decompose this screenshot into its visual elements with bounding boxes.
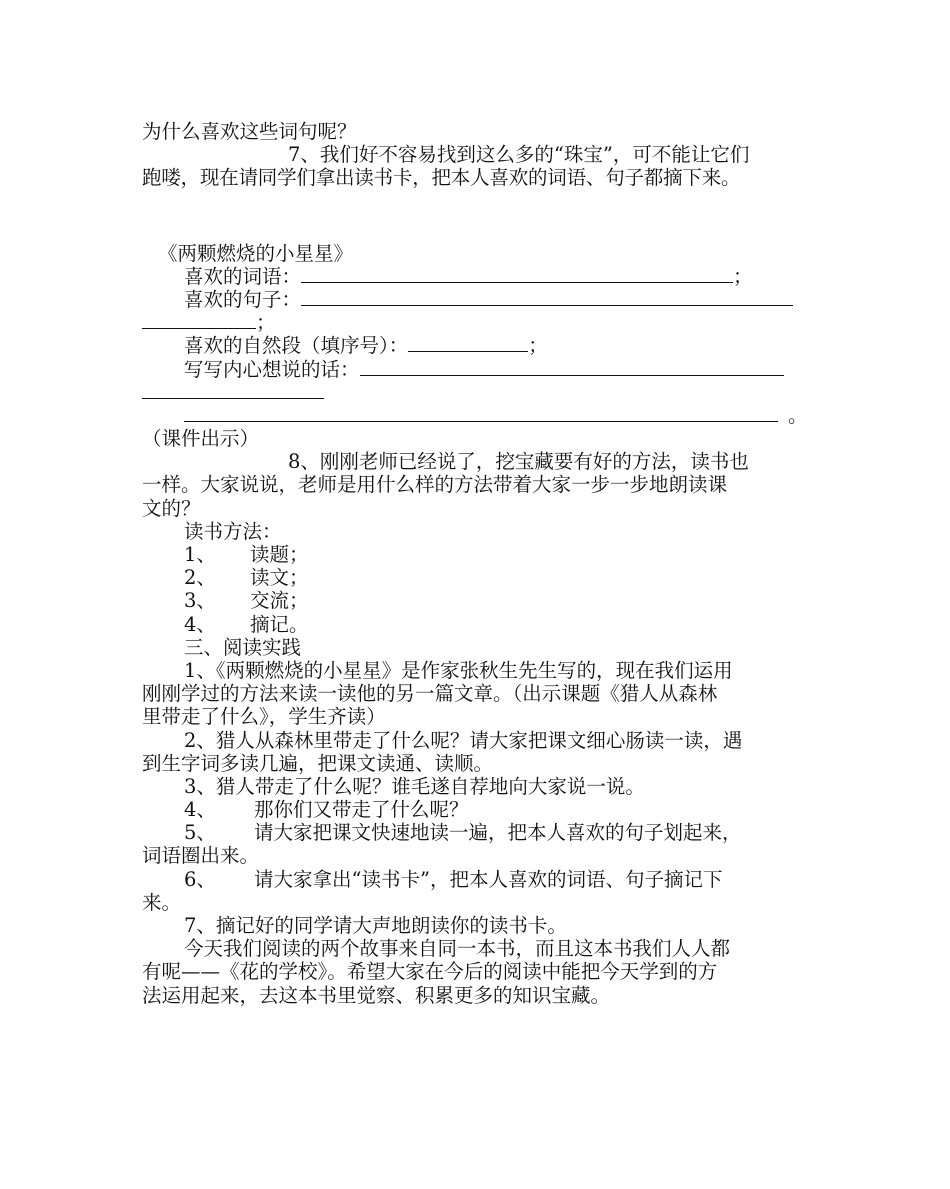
favorite-words-blank[interactable] [301,265,733,283]
text-line: 里带走了什么》，学生齐读） [142,705,386,729]
favorite-words-row [142,265,814,288]
step-number: 4、 [184,798,216,822]
text-line: 到生字词多读几遍，把课文读通、读顺。 [142,751,494,775]
method-number: 2、 [184,566,216,590]
favorite-paragraph-row [142,334,814,357]
step-number: 6、 [184,867,216,891]
punct: ； [256,311,276,335]
favorite-paragraph-blank[interactable] [408,334,528,352]
method-text: 读文； [250,566,309,590]
spacer [142,190,814,242]
text-line: 1、《两颗燃烧的小星星》是作家张秋生先生写的，现在我们运用 [184,658,733,682]
text-line: 今天我们阅读的两个故事来自同一本书，而且这本书我们人人都 [184,937,731,961]
text-line: 7、摘记好的同学请大声地朗读你的读书卡。 [184,914,567,937]
punct: 。 [788,403,808,427]
favorite-sentences-blank[interactable] [301,288,793,306]
inner-thoughts-row-end [142,404,814,427]
document-page [142,120,814,1007]
method-text: 交流； [250,589,309,613]
method-item [142,613,814,636]
text-line: 读书方法： [184,519,282,543]
inner-thoughts-blank[interactable] [360,358,784,376]
method-number: 4、 [184,612,216,636]
step-text: 那你们又带走了什么呢？ [254,798,469,822]
text-line: 8、刚刚老师已经说了，挖宝藏要有好的方法，读书也 [288,450,749,474]
favorite-sentences-blank-cont[interactable] [142,311,256,329]
text-line: （课件出示） [142,427,260,451]
punct: ； [528,334,548,358]
step-text: 请大家把课文快速地读一遍，把本人喜欢的句子划起来， [254,821,742,845]
method-number: 1、 [184,543,216,566]
text-line: 3、猎人带走了什么呢？谁毛遂自荐地向大家说一说。 [184,774,645,798]
text-line: 词语圈出来。 [142,844,260,868]
step-item [142,798,814,821]
text-line: 7、我们好不容易找到这么多的“珠宝”，可不能让它们 [288,143,750,167]
favorite-sentences-row-cont [142,311,814,334]
method-item [142,566,814,589]
inner-thoughts-row-cont [142,381,814,404]
favorite-paragraph-label: 喜欢的自然段（填序号）： [184,334,409,358]
text-line: 为什么喜欢这些词句呢？ [142,120,357,143]
step-text: 请大家拿出“读书卡”，把本人喜欢的词语、句子摘记下 [254,867,723,891]
text-line: 有呢——《花的学校》。希望大家在今后的阅读中能把今天学到的方 [142,960,718,984]
favorite-words-label: 喜欢的词语： [184,264,302,288]
step-number: 5、 [184,821,216,845]
inner-thoughts-label: 写写内心想说的话： [184,357,360,381]
method-item [142,589,814,612]
text-line: 文的？ [142,496,201,520]
text-line: 一样。大家说说，老师是用什么样的方法带着大家一步一步地朗读课 [142,473,728,497]
step-item [142,868,814,891]
favorite-sentences-row [142,288,814,311]
method-item [142,543,814,566]
text-line: 刚刚学过的方法来读一读他的另一篇文章。（出示课题《猎人从森林 [142,682,718,706]
favorite-sentences-label: 喜欢的句子： [184,287,302,311]
method-text: 摘记。 [250,612,309,636]
text-line: 来。 [142,890,182,914]
text-line: 跑喽，现在请同学们拿出读书卡，把本人喜欢的词语、句子都摘下来。 [142,166,741,190]
punct: ； [733,264,753,288]
section-heading: 三、阅读实践 [184,635,302,659]
method-text: 读题； [250,543,309,566]
step-item [142,821,814,844]
inner-thoughts-row [142,358,814,381]
text-line: 法运用起来，去这本书里觉察、积累更多的知识宝藏。 [142,983,611,1007]
reading-card-title: 《两颗燃烧的小星星》 [158,241,354,265]
inner-thoughts-blank-end[interactable] [184,404,778,422]
inner-thoughts-blank-cont[interactable] [142,381,324,399]
method-number: 3、 [184,589,216,613]
text-line: 2、猎人从森林里带走了什么呢？请大家把课文细心肠读一读，遇 [184,728,743,752]
